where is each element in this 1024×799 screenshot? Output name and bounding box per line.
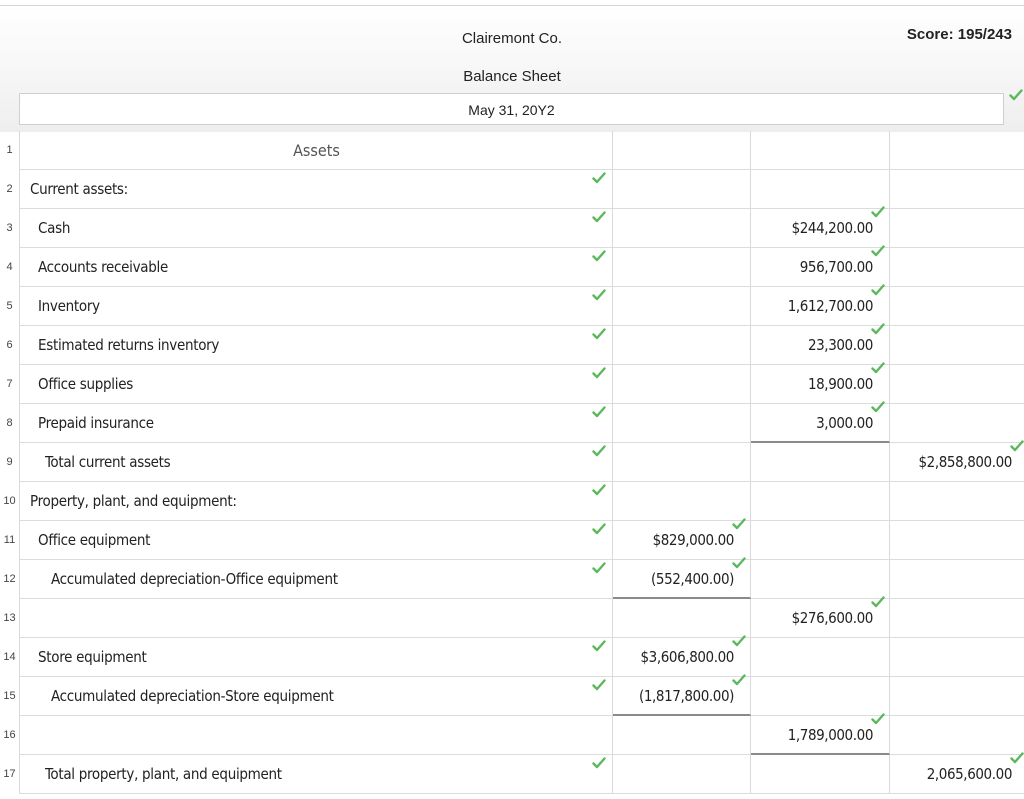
label-cell[interactable] [20,638,613,677]
amount-cell[interactable] [751,170,890,209]
check-icon [871,713,885,725]
check-icon [592,328,606,340]
row-number: 16 [0,716,20,755]
amount-cell[interactable] [890,599,1024,638]
amount-cell[interactable] [613,365,751,404]
amount-cell[interactable] [613,755,751,794]
amount-value: $276,600.00 [791,609,873,627]
row-number: 4 [0,248,20,287]
check-icon [592,250,606,262]
row-number: 11 [0,521,20,560]
amount-cell[interactable] [890,755,1024,794]
amount-cell[interactable] [751,248,890,287]
row-label: Inventory [38,297,100,315]
amount-value: 18,900.00 [807,375,873,393]
label-cell[interactable] [20,209,613,248]
amount-cell[interactable] [751,404,890,443]
label-cell[interactable] [20,716,613,755]
table-row [0,755,1024,794]
check-icon [871,284,885,296]
label-cell[interactable] [20,248,613,287]
label-cell[interactable] [20,482,613,521]
check-icon [1010,440,1024,452]
amount-value: $3,606,800.00 [640,648,734,666]
table-row [0,365,1024,404]
amount-cell[interactable] [613,599,751,638]
amount-cell[interactable] [613,209,751,248]
label-cell[interactable] [20,599,613,638]
row-label: Total property, plant, and equipment [45,765,282,783]
date-input[interactable]: May 31, 20Y2 [19,93,1004,125]
amount-cell[interactable] [890,131,1024,170]
row-label: Prepaid insurance [38,414,154,432]
amount-cell[interactable] [890,404,1024,443]
row-label: Cash [38,219,71,237]
row-number: 13 [0,599,20,638]
table-row [0,521,1024,560]
amount-cell[interactable] [890,365,1024,404]
label-cell[interactable] [20,677,613,716]
amount-cell[interactable] [751,599,890,638]
row-label: Total current assets [45,453,171,471]
amount-value: $2,858,800.00 [918,453,1012,471]
row-number: 15 [0,677,20,716]
row-label: Current assets: [30,180,128,198]
table-row [0,287,1024,326]
amount-cell[interactable] [613,482,751,521]
label-cell[interactable] [20,365,613,404]
check-icon [592,289,606,301]
amount-value: 3,000.00 [816,414,873,432]
check-icon [732,674,746,686]
amount-cell[interactable] [751,209,890,248]
amount-value: 956,700.00 [799,258,873,276]
check-icon [592,562,606,574]
check-icon [871,362,885,374]
amount-cell[interactable] [751,443,890,482]
check-icon [592,445,606,457]
amount-cell[interactable] [890,170,1024,209]
row-label: Accumulated depreciation-Store equipment [51,687,334,705]
amount-cell[interactable] [751,755,890,794]
table-row [0,443,1024,482]
amount-cell[interactable] [751,131,890,170]
label-cell[interactable] [20,755,613,794]
amount-cell[interactable] [751,638,890,677]
assets-heading: Assets [293,141,340,160]
amount-cell[interactable] [751,677,890,716]
amount-cell[interactable] [613,170,751,209]
row-number: 3 [0,209,20,248]
check-icon [592,367,606,379]
row-label: Property, plant, and equipment: [30,492,237,510]
check-icon [732,557,746,569]
row-number: 2 [0,170,20,209]
amount-cell[interactable] [613,521,751,560]
row-label: Store equipment [38,648,147,666]
check-icon [1010,752,1024,764]
row-label: Estimated returns inventory [38,336,220,354]
row-label: Office equipment [38,531,151,549]
amount-cell[interactable] [613,287,751,326]
table-row [0,209,1024,248]
table-row [0,404,1024,443]
amount-cell[interactable] [751,287,890,326]
row-number: 10 [0,482,20,521]
table-row [0,716,1024,755]
row-number: 5 [0,287,20,326]
amount-cell[interactable] [613,404,751,443]
amount-cell[interactable] [613,716,751,755]
check-icon [1009,89,1023,101]
row-number: 12 [0,560,20,599]
table-row [0,599,1024,638]
label-cell[interactable] [20,521,613,560]
amount-cell[interactable] [751,521,890,560]
amount-cell[interactable] [890,716,1024,755]
amount-value: 1,789,000.00 [787,726,873,744]
check-icon [592,679,606,691]
check-icon [592,172,606,184]
check-icon [871,245,885,257]
amount-value: 23,300.00 [807,336,873,354]
label-cell[interactable] [20,560,613,599]
amount-cell[interactable] [890,677,1024,716]
amount-value: (1,817,800.00) [638,687,734,705]
row-label: Accounts receivable [38,258,168,276]
amount-cell[interactable] [890,209,1024,248]
amount-cell[interactable] [613,560,751,599]
row-number: 6 [0,326,20,365]
check-icon [592,640,606,652]
amount-cell[interactable] [613,677,751,716]
check-icon [871,323,885,335]
table-row [0,482,1024,521]
check-icon [592,406,606,418]
amount-cell[interactable] [613,131,751,170]
amount-cell[interactable] [751,716,890,755]
amount-value: 2,065,600.00 [926,765,1012,783]
label-cell[interactable] [20,443,613,482]
table-row [0,170,1024,209]
row-number: 1 [0,131,20,170]
amount-cell[interactable] [890,521,1024,560]
table-row [0,677,1024,716]
label-cell[interactable] [20,404,613,443]
amount-value: $829,000.00 [652,531,734,549]
label-cell[interactable] [20,131,613,170]
amount-cell[interactable] [751,560,890,599]
label-cell[interactable] [20,326,613,365]
amount-cell[interactable] [890,326,1024,365]
company-name: Clairemont Co. [461,30,563,47]
check-icon [732,518,746,530]
amount-cell[interactable] [890,560,1024,599]
check-icon [871,206,885,218]
amount-cell[interactable] [751,326,890,365]
amount-value: $244,200.00 [791,219,873,237]
label-cell[interactable] [20,287,613,326]
amount-cell[interactable] [890,248,1024,287]
row-number: 9 [0,443,20,482]
amount-cell[interactable] [613,443,751,482]
amount-cell[interactable] [890,287,1024,326]
check-icon [732,635,746,647]
score-display: Score: 195/243 [906,26,1012,43]
row-number: 14 [0,638,20,677]
amount-cell[interactable] [890,638,1024,677]
amount-cell[interactable] [751,365,890,404]
table-row [0,131,1024,170]
amount-cell[interactable] [890,443,1024,482]
statement-title: Balance Sheet [463,68,561,85]
table-row [0,638,1024,677]
label-cell[interactable] [20,170,613,209]
amount-cell[interactable] [751,482,890,521]
row-number: 7 [0,365,20,404]
check-icon [592,523,606,535]
table-row [0,248,1024,287]
row-number: 8 [0,404,20,443]
row-label: Office supplies [38,375,133,393]
check-icon [871,401,885,413]
amount-value: 1,612,700.00 [787,297,873,315]
amount-value: (552,400.00) [651,570,734,588]
row-number: 17 [0,755,20,794]
table-row [0,326,1024,365]
amount-cell[interactable] [890,482,1024,521]
amount-cell[interactable] [613,326,751,365]
amount-cell[interactable] [613,638,751,677]
amount-cell[interactable] [613,248,751,287]
check-icon [871,596,885,608]
table-row [0,560,1024,599]
row-label: Accumulated depreciation-Office equipment [51,570,338,588]
check-icon [592,757,606,769]
check-icon [592,484,606,496]
check-icon [592,211,606,223]
